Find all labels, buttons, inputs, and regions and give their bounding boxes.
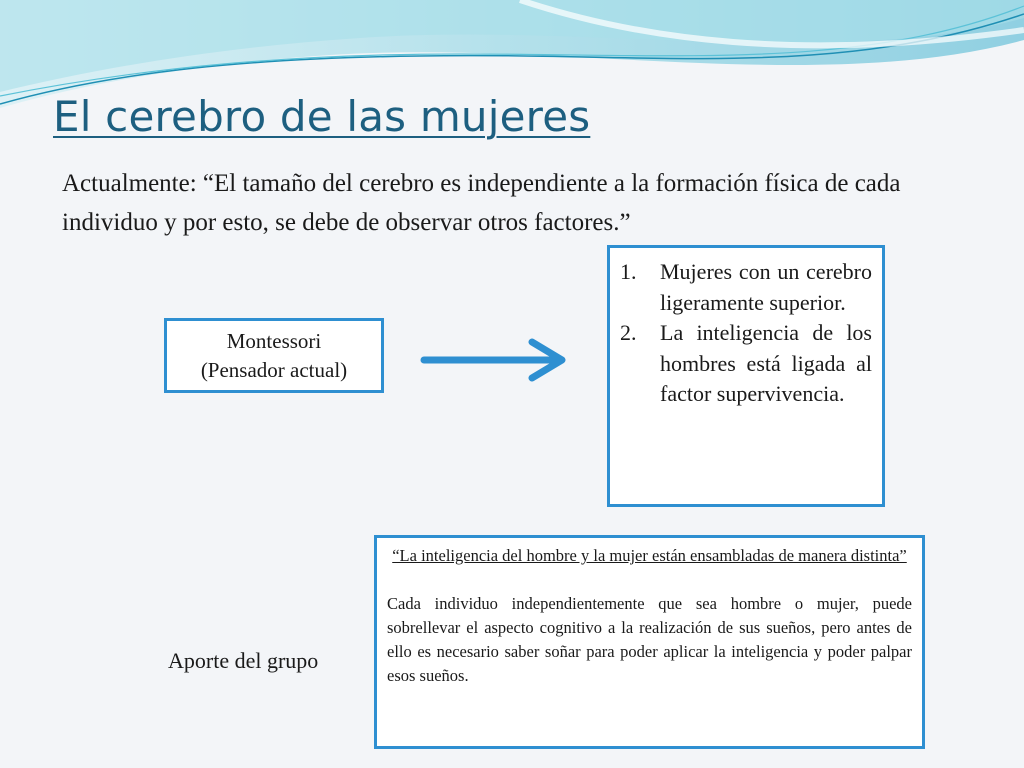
intro-quote: Actualmente: “El tamaño del cerebro es independiente a la formación física de cada individuo y por esto, se debe de observar otros factores.” <box>62 170 901 236</box>
aporte-body: Cada individuo independientemente que sea hombre o mujer, puede sobrellevar el aspecto cognitivo a la realización de sus sueños, pero antes de ello es necesario saber soñar para poder aplicar la inteligencia y poder palpar esos sueños. <box>387 594 912 685</box>
finding-number: 1. <box>620 259 637 284</box>
slide-title: El cerebro de las mujeres <box>53 92 591 141</box>
findings-box <box>607 245 885 507</box>
finding-number: 2. <box>620 320 637 345</box>
findings-list <box>620 257 872 410</box>
aporte-label: Aporte del grupo <box>168 648 319 673</box>
finding-text: Mujeres con un cerebro ligeramente superior. <box>660 259 872 315</box>
right-arrow-icon <box>420 338 570 382</box>
finding-text: La inteligencia de los hombres está ligada al factor supervivencia. <box>660 320 872 406</box>
finding-item <box>620 318 872 410</box>
montessori-subtitle: (Pensador actual) <box>200 358 348 382</box>
montessori-name: Montessori <box>226 329 322 353</box>
montessori-box <box>164 318 384 393</box>
finding-item <box>620 257 872 318</box>
aporte-box <box>374 535 925 749</box>
aporte-quote: “La inteligencia del hombre y la mujer están ensambladas de manera distinta” <box>392 546 907 565</box>
